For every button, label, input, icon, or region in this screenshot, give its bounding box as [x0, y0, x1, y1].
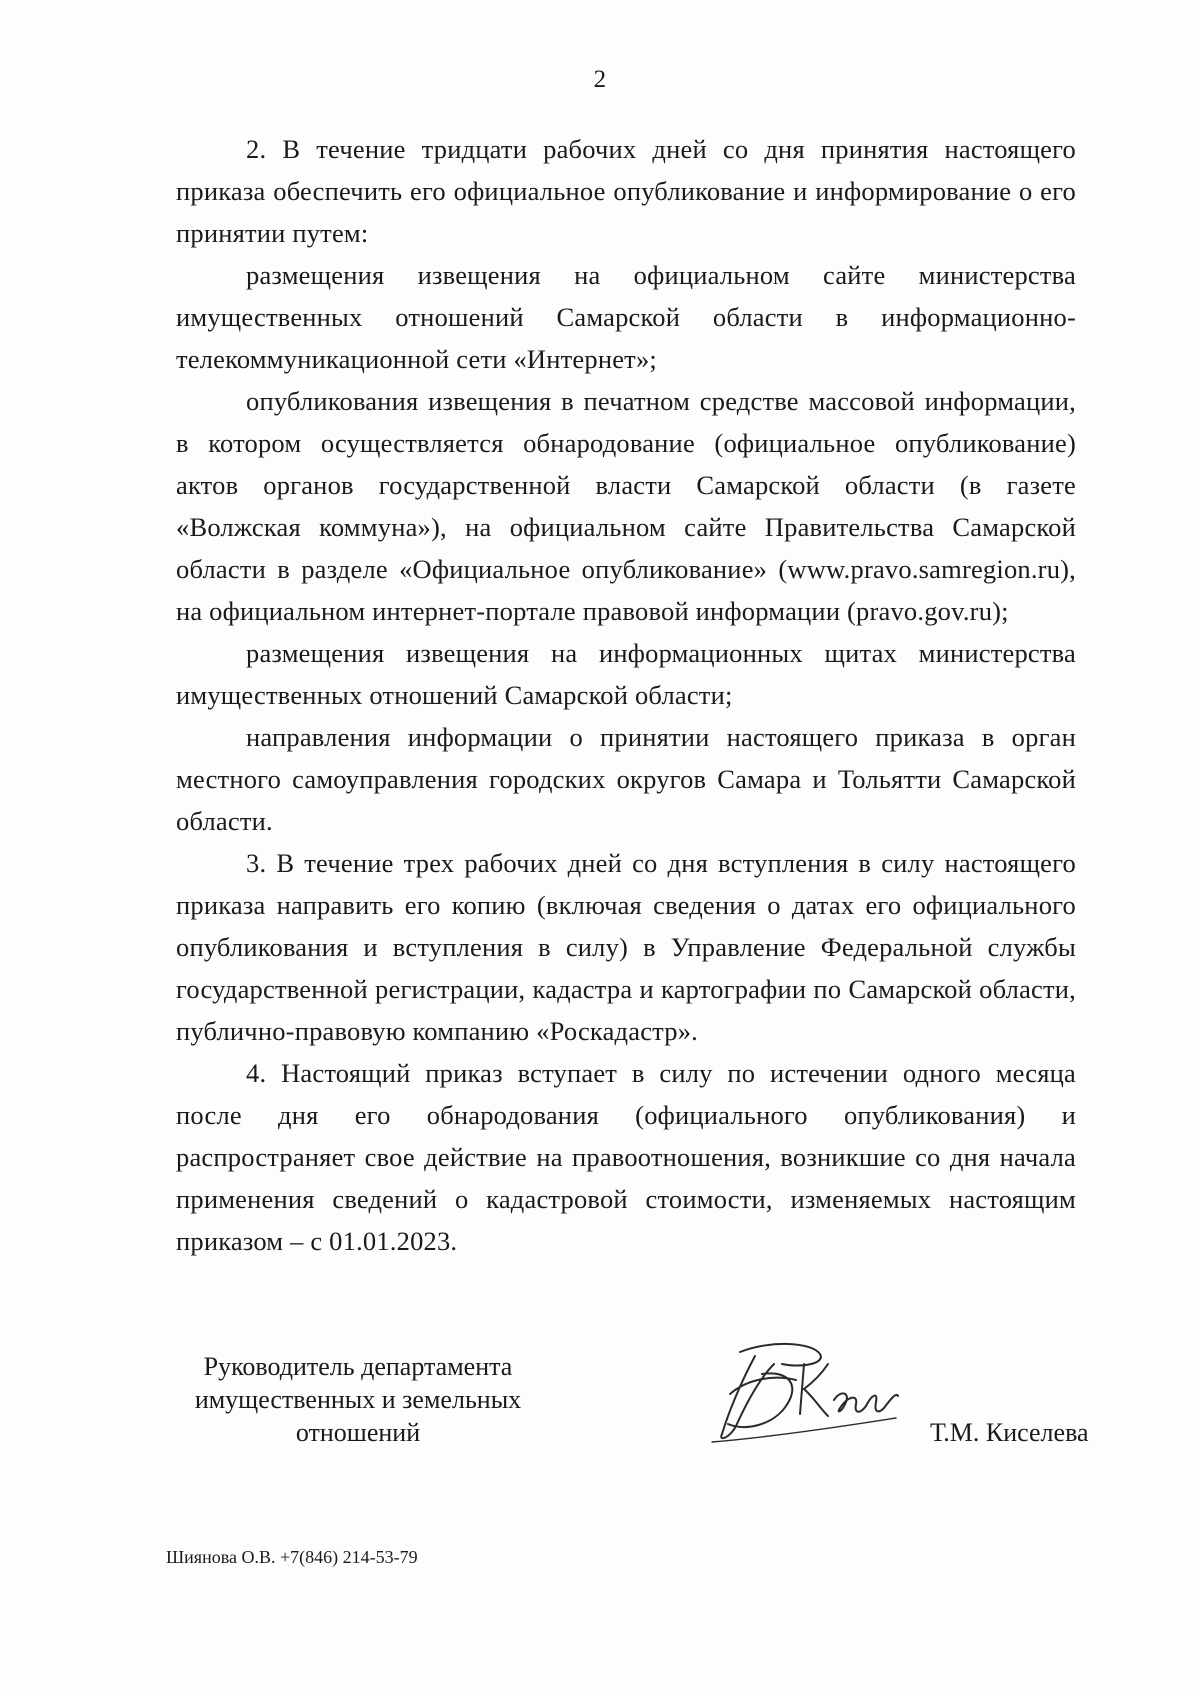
paragraph-site-placement: размещения извещения на официальном сайте министерства имущественных отношений Самарской области в информационно-телекоммуникационной сети «Интернет»;	[176, 260, 1076, 374]
signature-block	[0, 1350, 1200, 1490]
signer-title-line: отношений	[295, 1418, 421, 1447]
signer-name: Т.М. Киселева	[930, 1418, 1089, 1447]
paragraph-item-4: 4. Настоящий приказ вступает в силу по истечении одного месяца после дня его обнародования (официального опубликования) и распространяет свое действие на правоотношения, возникшие со дня начала применения сведений о кадастровой стоимости, изменяемых настоящим приказом – с 01.01.2023.	[176, 1058, 1076, 1256]
paragraph-local-government: направления информации о принятии настоящего приказа в орган местного самоуправления городских округов Самара и Тольятти Самарской области.	[176, 722, 1076, 836]
signature-icon	[700, 1334, 910, 1444]
signer-title-line: Руководитель департамента	[203, 1352, 513, 1381]
paragraph-print-publication: опубликования извещения в печатном средстве массовой информации, в котором осуществляется обнародование (официальное опубликование) актов органов государственной власти Самарской области (в газете «Волжская коммуна»), на официальном сайте Правительства Самарской области в разделе «Официальное опубликование» (www.pravo.samregion.ru), на официальном интернет-портале правовой информации (pravo.gov.ru);	[176, 386, 1076, 626]
paragraph-boards-placement: размещения извещения на информационных щитах министерства имущественных отношений Самарской области;	[176, 638, 1076, 710]
executor-contact: Шиянова О.В. +7(846) 214-53-79	[166, 1547, 418, 1567]
signer-title	[168, 1350, 548, 1449]
paragraph-item-2: 2. В течение тридцати рабочих дней со дня принятия настоящего приказа обеспечить его официальное опубликование и информирование о его принятии путем:	[176, 134, 1076, 248]
paragraph-item-3: 3. В течение трех рабочих дней со дня вступления в силу настоящего приказа направить его копию (включая сведения о датах его официального опубликования и вступления в силу) в Управление Федеральной службы государственной регистрации, кадастра и картографии по Самарской области, публично-правовую компанию «Роскадастр».	[176, 848, 1076, 1046]
page-number: 2	[593, 66, 607, 93]
document-body	[176, 128, 1076, 1262]
signer-title-line: имущественных и земельных	[194, 1385, 522, 1414]
